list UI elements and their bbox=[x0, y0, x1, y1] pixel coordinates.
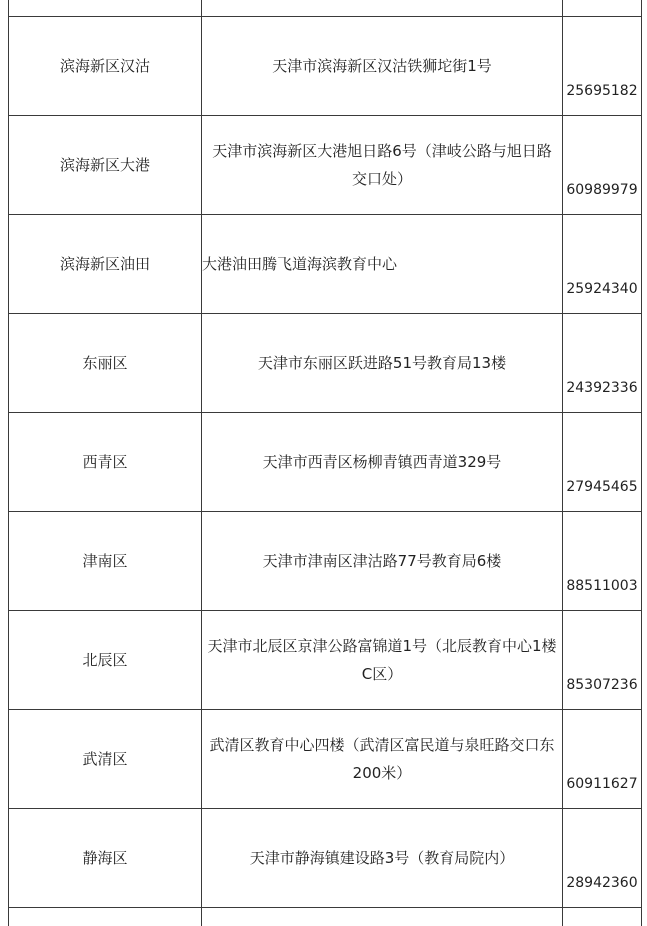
table-row bbox=[9, 215, 642, 314]
district-cell: 滨海新区油田 bbox=[9, 215, 202, 314]
address-text: 天津市静海镇建设路3号（教育局院内） bbox=[250, 844, 515, 872]
table-row bbox=[9, 314, 642, 413]
district-cell: 东丽区 bbox=[9, 314, 202, 413]
address-cell bbox=[202, 116, 563, 215]
phone-cell: 60989979 bbox=[563, 116, 642, 215]
address-cell bbox=[202, 512, 563, 611]
table-row-partial-top bbox=[9, 0, 642, 17]
address-cell bbox=[202, 908, 563, 926]
address-cell bbox=[202, 17, 563, 116]
phone-cell: 24392336 bbox=[563, 314, 642, 413]
table-row bbox=[9, 611, 642, 710]
phone-cell: 60911627 bbox=[563, 710, 642, 809]
address-cell bbox=[202, 611, 563, 710]
table-row bbox=[9, 116, 642, 215]
district-cell: 武清区 bbox=[9, 710, 202, 809]
table-row bbox=[9, 413, 642, 512]
district-cell: 滨海新区大港 bbox=[9, 116, 202, 215]
district-cell bbox=[9, 908, 202, 926]
phone-cell: 88511003 bbox=[563, 512, 642, 611]
phone-cell: 28942360 bbox=[563, 809, 642, 908]
office-contact-table-wrapper bbox=[8, 0, 641, 926]
district-cell: 北辰区 bbox=[9, 611, 202, 710]
phone-cell: 85307236 bbox=[563, 611, 642, 710]
address-text: 天津市津南区津沽路77号教育局6楼 bbox=[263, 547, 502, 575]
district-cell: 津南区 bbox=[9, 512, 202, 611]
table-row bbox=[9, 512, 642, 611]
district-cell: 西青区 bbox=[9, 413, 202, 512]
phone-cell: 27945465 bbox=[563, 413, 642, 512]
address-cell bbox=[202, 0, 563, 17]
district-cell: 静海区 bbox=[9, 809, 202, 908]
phone-cell: 25695182 bbox=[563, 17, 642, 116]
address-cell bbox=[202, 710, 563, 809]
address-cell bbox=[202, 413, 563, 512]
address-text: 天津市滨海新区汉沽铁狮坨街1号 bbox=[272, 52, 492, 80]
table-row bbox=[9, 17, 642, 116]
phone-cell bbox=[563, 0, 642, 17]
address-cell bbox=[202, 809, 563, 908]
address-text: 天津市北辰区京津公路富锦道1号（北辰教育中心1楼C区） bbox=[207, 632, 557, 688]
address-text: 大港油田腾飞道海滨教育中心 bbox=[202, 255, 397, 273]
address-cell bbox=[202, 314, 563, 413]
phone-cell bbox=[563, 908, 642, 926]
address-text: 天津市滨海新区大港旭日路6号（津岐公路与旭日路交口处） bbox=[207, 137, 557, 193]
table-row bbox=[9, 710, 642, 809]
address-text: 天津市西青区杨柳青镇西青道329号 bbox=[263, 448, 502, 476]
address-cell bbox=[202, 215, 563, 314]
address-text: 武清区教育中心四楼（武清区富民道与泉旺路交口东200米） bbox=[207, 731, 557, 787]
phone-cell: 25924340 bbox=[563, 215, 642, 314]
district-cell bbox=[9, 0, 202, 17]
table-row-partial-bottom bbox=[9, 908, 642, 926]
district-cell: 滨海新区汉沽 bbox=[9, 17, 202, 116]
table-row bbox=[9, 809, 642, 908]
address-text: 天津市东丽区跃进路51号教育局13楼 bbox=[258, 349, 506, 377]
office-contact-table bbox=[8, 0, 642, 926]
